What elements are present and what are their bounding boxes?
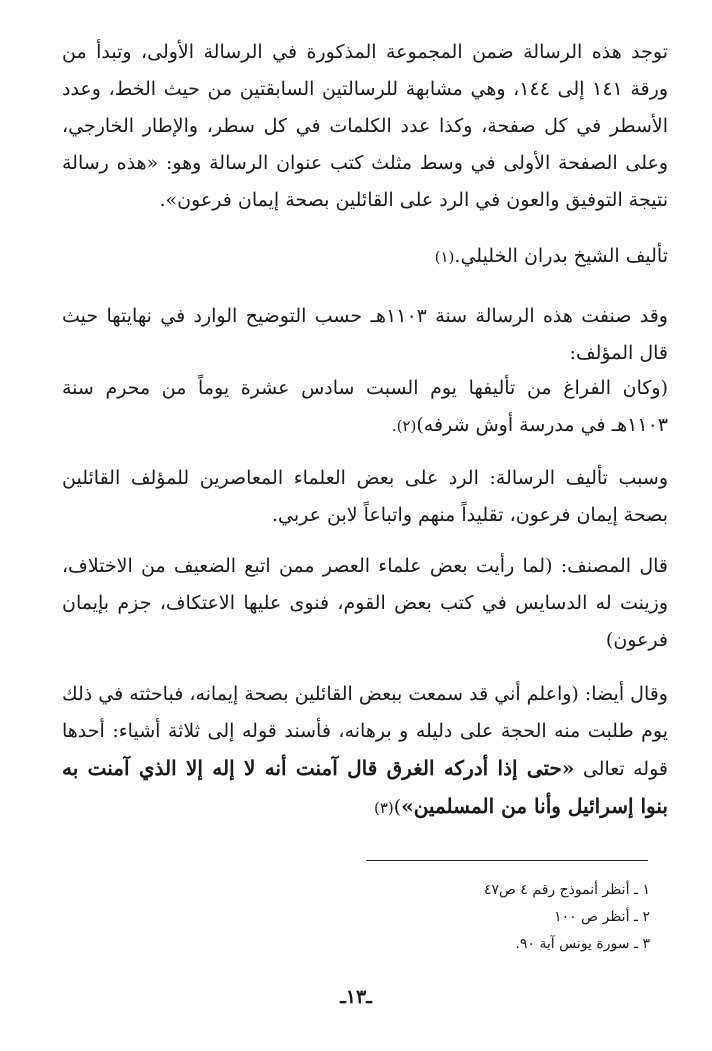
- paragraph-manuscript-description: توجد هذه الرسالة ضمن المجموعة المذكورة في الرسالة الأولى، وتبدأ من ورقة ١٤١ إلى ١٤٤، وهي مشابهة للرسالتين السابقتين من حيث الخط، وعدد الأسطر في كل صفحة، وكذا عدد الكلمات في كل سطر، والإطار الخارجي، وعلى الصفحة الأولى في وسط مثلث كتب عنوان الرسالة وهو: «هذه رسالة نتيجة التوفيق والعون في الرد على القائلين بصحة إيمان فرعون».: [62, 41, 668, 211]
- author-text: تأليف الشيخ بدران الخليلي.: [454, 245, 668, 267]
- paragraph-reason: وسبب تأليف الرسالة: الرد على بعض العلماء المعاصرين للمؤلف القائلين بصحة إيمان فرعون، تقليداً منهم واتباعاً لابن عربي.: [62, 467, 668, 526]
- paragraph-colophon-quote: [62, 370, 668, 445]
- page-number: ـ١٣ـ: [340, 986, 372, 1008]
- footnote-2: ٢ ـ أنظر ص ١٠٠: [554, 909, 650, 925]
- footnote-ref-2: (٢).: [391, 417, 417, 435]
- second-quote-close: ): [393, 796, 402, 818]
- second-quote-intro: وقال أيضا: (واعلم أني قد سمعت ببعض القائلين بصحة إيمانه، فباحثته في ذلك يوم طلبت منه الحجة على دليله و برهانه، فأسند قوله إلى ثلاثة أشياء: أحدها قوله تعالى: [62, 683, 668, 780]
- paragraph-second-quote: [62, 676, 668, 827]
- footnotes: [300, 877, 650, 958]
- footnote-1: ١ ـ أنظر أنموذج رقم ٤ ص٤٧: [483, 882, 650, 898]
- paragraph-author: [62, 238, 668, 276]
- footnote-ref-1: (١): [434, 248, 455, 266]
- footnote-divider: [366, 860, 648, 861]
- paragraph-author-quote: قال المصنف: (لما رأيت بعض علماء العصر ممن اتبع الضعيف من الاختلاف، وزينت له الدسايس في كتب بعض القوم، فنوى عليها الاعتكاف، جزم بإيمان فرعون): [62, 555, 668, 651]
- paragraph-date: وقد صنفت هذه الرسالة سنة ١١٠٣هـ حسب التوضيح الوارد في نهايتها حيث قال المؤلف:: [62, 305, 668, 364]
- footnote-3: ٣ ـ سورة يونس آية ٩٠.: [515, 936, 650, 952]
- footnote-ref-3: (٣): [373, 799, 394, 817]
- colophon-text: (وكان الفراغ من تأليفها يوم السبت سادس عشرة يوماً من محرم سنة ١١٠٣هـ في مدرسة أوش شرفه): [62, 377, 668, 436]
- quran-verse-quote: «حتى إذا أدركه الغرق قال آمنت أنه لا إله إلا الذي آمنت به بنوا إسرائيل وأنا من المسلمين»: [62, 756, 668, 818]
